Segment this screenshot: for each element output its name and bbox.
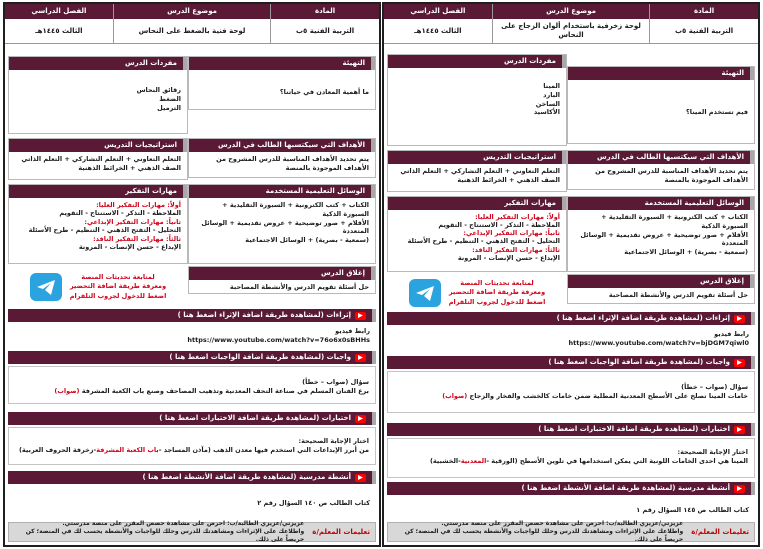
thinking-title: مهارات التفكير xyxy=(9,185,187,198)
strategies-box xyxy=(387,150,567,192)
footer-text xyxy=(393,520,683,543)
vocab-item: البارد xyxy=(543,90,560,99)
tests-question: اختار الإجابة الصحيحة: xyxy=(298,437,369,445)
vocab-title: مفردات الدرس xyxy=(9,57,187,70)
telegram-line: اضغط للدخول لجروب التلقرام xyxy=(69,291,167,300)
strategies-line: التعلم التعاوني + التعلم التشاركي + التعلم الذاتي xyxy=(400,167,560,175)
header-topic-label: موضوع الدرس xyxy=(114,4,270,19)
vocab-item: الساخن xyxy=(535,99,560,108)
youtube-icon[interactable] xyxy=(734,359,745,367)
closure-text: حل أسئلة تقويم الدرس والأنشطة المصاحبة xyxy=(229,283,369,291)
footer-line: عزيزتي/عزيزي الطالبة/ب: احرص على مشاهدة حصص المقرر على منصة مدرستي. xyxy=(441,520,684,528)
tests-statement-text: من أبرز الإبداعات التي استخدم فيها معدن الذهب (مآذن المساجد - xyxy=(158,446,369,455)
teacher-notes-label: تعليمات المعلم/ة xyxy=(691,528,749,536)
teacher-notes-label: تعليمات المعلم/ة xyxy=(312,528,370,536)
strategies-line: الصف الذهني + الخرائط الذهنية xyxy=(457,175,560,184)
header-subject-value: التربية الفنية ٥ب xyxy=(295,26,355,35)
vocab-body xyxy=(388,68,566,120)
intro-box xyxy=(567,66,755,144)
aids-line: الأقلام + صور توضيحية + عروض تقديمية + الوسائل المتعددة xyxy=(580,230,748,248)
telegram-line: ومعرفة طريقة اضافة التحضير xyxy=(69,282,167,291)
telegram-icon[interactable] xyxy=(409,279,441,307)
aids-line: الكتاب + كتب الكترونية + السبورة التقليدية + السبورة الذكية xyxy=(222,201,369,218)
telegram-line: لمتابعة تحديثات المنصة xyxy=(81,273,155,282)
thinking-heading: ثالثاً: مهارات التفكير الناقد: xyxy=(93,234,181,243)
header-semester xyxy=(5,4,113,43)
header-semester-value: الثالث ١٤٤٥هـ xyxy=(414,26,462,35)
thinking-title: مهارات التفكير xyxy=(388,197,566,210)
telegram-text xyxy=(70,273,167,300)
thinking-heading: ثانياً: مهارات التفكير الإبداعي: xyxy=(463,229,560,238)
homework-bar[interactable] xyxy=(8,351,376,364)
closure-text: حل أسئلة تقويم الدرس والأنشطة المصاحبة xyxy=(608,291,748,299)
strategies-title: استراتيجيات التدريس xyxy=(388,151,566,164)
objectives-text: يتم تحديد الأهداف المناسبة للدرس المشروح من الأهداف الموجودة بالمنصة xyxy=(595,167,748,184)
thinking-line: التحليل - التفتح الذهني - التنظيم - طرح الأسئلة xyxy=(407,237,560,246)
intro-title: التهيئة xyxy=(568,67,754,80)
closure-box xyxy=(188,266,376,294)
intro-title: التهيئة xyxy=(189,57,375,70)
footer-notes xyxy=(8,522,376,542)
telegram-link[interactable] xyxy=(387,274,567,312)
thinking-body xyxy=(388,210,566,265)
closure-title: إغلاق الدرس xyxy=(189,267,375,280)
footer-line: واطلاعك على الإثراءات ومشاهدتك للدرس وحلك للواجبات والأنشطة يحسب لك في المنصة؛ كن حريصاً على ذلك. xyxy=(404,528,684,543)
enrichment-section xyxy=(387,327,755,353)
tests-answer: المعدنية xyxy=(460,457,487,466)
homework-question: سؤال (صواب – خطأ) xyxy=(681,383,748,391)
aids-body xyxy=(568,210,754,260)
header-semester-label: الفصل الدراسي xyxy=(384,4,492,19)
vocab-item: المينا xyxy=(543,82,560,90)
strategies-body xyxy=(388,164,566,188)
footer-text xyxy=(14,520,304,543)
youtube-icon[interactable] xyxy=(355,312,366,320)
telegram-line: اضغط للدخول لجروب التلقرام xyxy=(448,297,546,306)
header-subject xyxy=(649,4,758,43)
enrichment-section xyxy=(8,324,376,348)
telegram-icon[interactable] xyxy=(30,273,62,301)
header-table xyxy=(384,4,758,44)
intro-box xyxy=(188,56,376,110)
strategies-box xyxy=(8,138,188,180)
youtube-icon[interactable] xyxy=(355,354,366,362)
telegram-text xyxy=(449,279,546,306)
intro-text: فيم تستخدم المينا؟ xyxy=(686,108,748,116)
objectives-title: الأهداف التي سيكتسبها الطالب في الدرس xyxy=(189,139,375,152)
homework-statement-text: خامات المينا تصلح على الأسطح المعدنية المطلية ضمن خامات كالخشب والفخار والزجاج xyxy=(469,392,748,401)
objectives-box xyxy=(188,138,376,178)
vocab-item: الضغط xyxy=(159,94,181,103)
enrichment-url[interactable]: https://www.youtube.com/watch?v=76o6x0sBHHs xyxy=(187,336,370,345)
tests-statement xyxy=(15,446,369,455)
youtube-icon[interactable] xyxy=(355,415,366,423)
footer-notes xyxy=(387,522,755,542)
closure-title: إغلاق الدرس xyxy=(568,275,754,288)
enrichment-title: إثراءات (لمشاهدة طريقة اضافة الإثراء اضغط هنا ) xyxy=(556,314,730,322)
homework-bar[interactable] xyxy=(387,356,755,369)
thinking-heading: ثالثاً: مهارات التفكير الناقد: xyxy=(472,245,560,254)
header-semester-value: الثالث ١٤٤٥هـ xyxy=(35,26,83,35)
header-semester xyxy=(384,4,492,43)
aids-body xyxy=(189,198,375,248)
vocab-box xyxy=(387,54,567,146)
activities-bar[interactable] xyxy=(8,471,376,484)
header-subject-value: التربية الفنية ٥ب xyxy=(674,26,734,35)
objectives-text: يتم تحديد الأهداف المناسبة للدرس المشروح من الأهداف الموجودة بالمنصة xyxy=(216,155,369,172)
thinking-heading: ثانياً: مهارات التفكير الإبداعي: xyxy=(84,217,181,226)
thinking-box xyxy=(387,196,567,272)
tests-statement-tail: -زخرفة الحروف العربية) xyxy=(18,446,97,455)
homework-statement xyxy=(15,387,369,396)
tests-bar[interactable] xyxy=(387,423,755,436)
vocab-item: الأكاسيد xyxy=(533,108,560,117)
tests-section xyxy=(8,427,376,465)
enrichment-title: إثراءات (لمشاهدة طريقة اضافة الإثراء اضغط هنا ) xyxy=(177,311,351,319)
homework-title: واجبات (لمشاهدة طريقة اضافة الواجبات اضغط هنا ) xyxy=(169,353,351,361)
header-subject-label: المادة xyxy=(650,4,758,19)
activities-title: أنشطة مدرسية (لمشاهدة طريقة اضافة الأنشطة اضغط هنا ) xyxy=(142,473,351,481)
homework-title: واجبات (لمشاهدة طريقة اضافة الواجبات اضغط هنا ) xyxy=(548,358,730,366)
activities-section xyxy=(8,486,376,522)
header-topic-value: لوحة زخرفية باستخدام ألوان الزجاج على النحاس xyxy=(501,22,641,39)
header-topic-label: موضوع الدرس xyxy=(493,4,649,19)
intro-text: ما أهمية المعادن في حياتنا؟ xyxy=(279,88,369,96)
tests-answer: باب الكعبة المشرفة xyxy=(96,446,159,455)
thinking-line: التحليل - التفتح الذهني - التنظيم - طرح الأسئلة xyxy=(28,226,181,235)
youtube-icon[interactable] xyxy=(355,474,366,482)
tests-section xyxy=(387,438,755,478)
activities-text: كتاب الطالب ص ١٤٠ السؤال رقم ٢ xyxy=(257,499,370,507)
header-subject-label: المادة xyxy=(271,4,379,19)
youtube-icon[interactable] xyxy=(734,485,745,493)
strategies-title: استراتيجيات التدريس xyxy=(9,139,187,152)
tests-question: اختار الإجابة الصحيحة: xyxy=(677,448,748,456)
activities-bar[interactable] xyxy=(387,482,755,495)
tests-title: اختبارات (لمشاهدة طريقة اضافة الاختبارات اضغط هنا ) xyxy=(538,425,730,433)
footer-line: واطلاعك على الإثراءات ومشاهدتك للدرس وحلك للواجبات والأنشطة يحسب لك في المنصة؛ كن حريصاً على ذلك. xyxy=(25,528,305,543)
tests-statement-text: المينا هي احدى الخامات اللونية التي يمكن استخدامها في تلوين الأسطح (الورقية - xyxy=(486,457,748,466)
thinking-line: الإبداع - حسن الإنصات - المرونة xyxy=(457,253,560,262)
strategies-line: الصف الذهني + الخرائط الذهنية xyxy=(78,163,181,172)
activities-section xyxy=(387,497,755,523)
aids-box xyxy=(188,184,376,264)
thinking-body xyxy=(9,198,187,255)
aids-line: الأقلام + صور توضيحية + عروض تقديمية + الوسائل المتعددة xyxy=(201,218,369,236)
lesson-plan-sheet-2 xyxy=(382,2,760,547)
aids-title: الوسائل التعليمية المستخدمة xyxy=(189,185,375,198)
activities-text: كتاب الطالب ص ١٤٥ السؤال رقم ١ xyxy=(636,506,749,514)
vocab-title: مفردات الدرس xyxy=(388,55,566,68)
objectives-box xyxy=(567,150,755,190)
aids-line: (سمعية - بصرية) + الوسائل الاجتماعية xyxy=(624,248,748,257)
tests-statement-tail: -الخشبية) xyxy=(429,457,461,466)
enrichment-bar[interactable] xyxy=(8,309,376,322)
aids-line: (سمعية - بصرية) + الوسائل الاجتماعية xyxy=(245,236,369,245)
homework-question: سؤال (صواب – خطأ) xyxy=(302,378,369,386)
youtube-icon[interactable] xyxy=(734,426,745,434)
aids-box xyxy=(567,196,755,272)
homework-statement-text: برع الفنان المسلم في صناعة التحف المعدنية وتذهيب المصاحف وصنع باب الكعبة المشرفة xyxy=(81,387,369,396)
homework-section xyxy=(387,371,755,413)
homework-answer: (صواب) xyxy=(442,392,468,401)
activities-title: أنشطة مدرسية (لمشاهدة طريقة اضافة الأنشطة اضغط هنا ) xyxy=(521,484,730,492)
enrichment-bar[interactable] xyxy=(387,312,755,325)
enrichment-link-label: رابط فيديو xyxy=(714,330,749,338)
closure-box xyxy=(567,274,755,304)
tests-statement xyxy=(394,457,748,466)
tests-title: اختبارات (لمشاهدة طريقة اضافة الاختبارات اضغط هنا ) xyxy=(159,414,351,422)
homework-statement xyxy=(394,392,748,401)
header-semester-label: الفصل الدراسي xyxy=(5,4,113,19)
thinking-heading: أولاً: مهارات التفكير العليا: xyxy=(96,201,181,209)
vocab-item: الترميل xyxy=(157,103,181,112)
lesson-plan-sheet-1 xyxy=(3,2,381,547)
thinking-line: الملاحظة - التذكر - الاستنتاج - التقويم xyxy=(59,209,181,218)
header-subject xyxy=(270,4,379,43)
thinking-heading: أولاً: مهارات التفكير العليا: xyxy=(475,213,560,221)
objectives-title: الأهداف التي سيكتسبها الطالب في الدرس xyxy=(568,151,754,164)
header-topic xyxy=(492,4,649,43)
enrichment-link-label: رابط فيديو xyxy=(335,327,370,335)
vocab-item: رقائق النحاس xyxy=(136,86,181,94)
header-table xyxy=(5,4,379,44)
vocab-box xyxy=(8,56,188,134)
thinking-line: الإبداع - حسن الإنصات - المرونة xyxy=(78,243,181,252)
tests-bar[interactable] xyxy=(8,412,376,425)
thinking-line: الملاحظة - التذكر - الاستنتاج - التقويم xyxy=(438,221,560,230)
youtube-icon[interactable] xyxy=(734,315,745,323)
aids-line: الكتاب + كتب الكترونية + السبورة التقليدية + السبورة الذكية xyxy=(601,213,748,230)
aids-title: الوسائل التعليمية المستخدمة xyxy=(568,197,754,210)
header-topic xyxy=(113,4,270,43)
footer-line: عزيزتي/عزيزي الطالبة/ب: احرص على مشاهدة حصص المقرر على منصة مدرستي. xyxy=(62,520,305,528)
strategies-line: التعلم التعاوني + التعلم التشاركي + التعلم الذاتي xyxy=(21,155,181,163)
thinking-box xyxy=(8,184,188,264)
header-topic-value: لوحة فنية بالضغط على النحاس xyxy=(138,26,246,35)
telegram-line: ومعرفة طريقة اضافة التحضير xyxy=(448,288,546,297)
strategies-body xyxy=(9,152,187,176)
telegram-line: لمتابعة تحديثات المنصة xyxy=(460,279,534,288)
telegram-link[interactable] xyxy=(8,266,188,308)
vocab-body xyxy=(9,70,187,115)
homework-answer: (صواب) xyxy=(54,387,80,396)
enrichment-url[interactable]: https://www.youtube.com/watch?v=bjDGM7qiwl0 xyxy=(568,339,749,348)
homework-section xyxy=(8,366,376,404)
